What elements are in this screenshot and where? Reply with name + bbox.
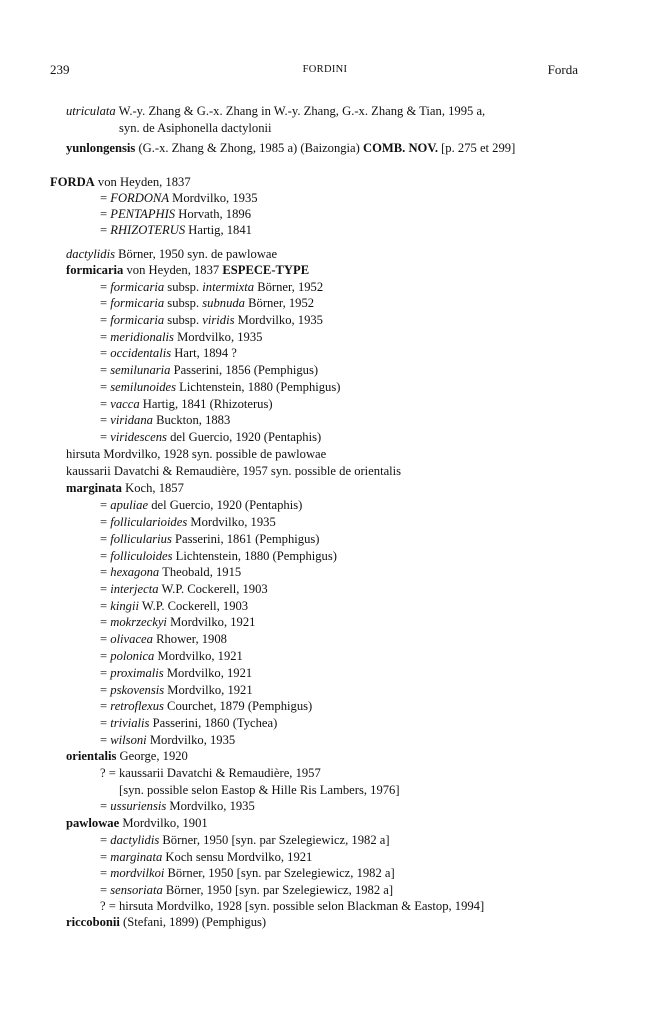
genus-running-head: Forda bbox=[547, 62, 578, 77]
entry-text: Buckton, 1883 bbox=[152, 413, 231, 427]
entry-text: = bbox=[100, 380, 111, 394]
entry-text: Hart, 1894 ? bbox=[171, 346, 237, 360]
taxon-name-italic: hexagona bbox=[110, 565, 160, 579]
entry-text: Mordvilko, 1921 bbox=[163, 666, 253, 680]
taxon-name-italic: wilsoni bbox=[110, 733, 147, 747]
entry-text: Lichtenstein, 1880 (Pemphigus) bbox=[172, 549, 337, 563]
taxon-entry bbox=[66, 103, 485, 119]
entry-text: Passerini, 1861 (Pemphigus) bbox=[171, 532, 320, 546]
entry-text: = bbox=[100, 683, 111, 697]
taxon-name-italic: olivacea bbox=[110, 632, 153, 646]
entry-text: = bbox=[100, 207, 111, 221]
taxon-entry bbox=[100, 345, 237, 361]
taxon-entry bbox=[100, 312, 323, 328]
entry-text: = bbox=[100, 649, 111, 663]
taxon-name-bold: yunlongensis bbox=[66, 141, 136, 155]
taxon-name-italic: interjecta bbox=[110, 582, 159, 596]
taxon-entry bbox=[100, 279, 323, 295]
taxon-entry bbox=[119, 120, 272, 136]
entry-text: von Heyden, 1837 bbox=[123, 263, 223, 277]
entry-text: Koch, 1857 bbox=[121, 481, 184, 495]
taxon-entry bbox=[100, 362, 318, 378]
entry-text: = bbox=[100, 223, 111, 237]
taxon-entry bbox=[100, 631, 227, 647]
entry-text: subsp. bbox=[164, 280, 203, 294]
entry-text: hirsuta Mordvilko, 1928 syn. possible de pawlowae bbox=[66, 447, 327, 461]
entry-text: = bbox=[100, 850, 111, 864]
taxon-name-bold: orientalis bbox=[66, 749, 117, 763]
taxon-entry bbox=[100, 379, 340, 395]
taxon-entry bbox=[66, 815, 208, 831]
entry-text: = bbox=[100, 296, 111, 310]
entry-text: W.-y. Zhang & G.-x. Zhang in W.-y. Zhang, G.-x. Zhang & Tian, 1995 a, bbox=[115, 104, 486, 118]
taxon-name-italic: formicaria bbox=[110, 280, 165, 294]
entry-text: von Heyden, 1837 bbox=[94, 175, 191, 189]
taxon-name-italic: vacca bbox=[110, 397, 140, 411]
entry-text: = bbox=[100, 866, 111, 880]
taxon-name-italic: PENTAPHIS bbox=[110, 207, 176, 221]
taxon-entry bbox=[100, 648, 243, 664]
taxon-name-italic: kingii bbox=[110, 599, 139, 613]
taxon-entry bbox=[100, 665, 252, 681]
taxon-entry bbox=[50, 174, 191, 190]
taxon-name-italic: retroflexus bbox=[110, 699, 164, 713]
entry-text: George, 1920 bbox=[116, 749, 188, 763]
taxon-name-bold: formicaria bbox=[66, 263, 124, 277]
entry-text: W.P. Cockerell, 1903 bbox=[158, 582, 268, 596]
entry-text: subsp. bbox=[164, 313, 203, 327]
entry-text: Lichtenstein, 1880 (Pemphigus) bbox=[176, 380, 341, 394]
taxon-name-italic: folliculoides bbox=[110, 549, 173, 563]
page-number: 239 bbox=[50, 62, 70, 77]
entry-text: = bbox=[100, 799, 111, 813]
entry-text: subsp. bbox=[164, 296, 203, 310]
taxon-name-italic: proximalis bbox=[110, 666, 164, 680]
taxon-entry bbox=[100, 832, 390, 848]
entry-text: = bbox=[100, 363, 111, 377]
entry-text: = bbox=[100, 883, 111, 897]
entry-text: ? = hirsuta Mordvilko, 1928 [syn. possible selon Blackman & Eastop, 1994] bbox=[100, 899, 485, 913]
entry-text: Horvath, 1896 bbox=[175, 207, 251, 221]
taxon-name-italic: dactylidis bbox=[110, 833, 160, 847]
taxon-name-italic: viridescens bbox=[110, 430, 167, 444]
entry-text: Mordvilko, 1935 bbox=[173, 330, 263, 344]
entry-text: = bbox=[100, 666, 111, 680]
taxon-entry bbox=[66, 463, 401, 479]
taxon-entry bbox=[100, 682, 253, 698]
entry-text: = bbox=[100, 280, 111, 294]
section-title: FORDINI bbox=[302, 64, 348, 75]
taxon-name-italic: mokrzeckyi bbox=[110, 615, 167, 629]
entry-text: = bbox=[100, 615, 111, 629]
entry-text: = bbox=[100, 582, 111, 596]
taxon-name-italic: intermixta bbox=[202, 280, 255, 294]
taxon-entry bbox=[100, 898, 484, 914]
entry-text: Hartig, 1841 bbox=[185, 223, 252, 237]
entry-text: Börner, 1950 [syn. par Szelegiewicz, 1982 a] bbox=[159, 833, 390, 847]
taxon-entry bbox=[100, 190, 258, 206]
taxon-name-italic: FORDONA bbox=[110, 191, 170, 205]
taxon-name-italic: formicaria bbox=[110, 296, 165, 310]
taxon-entry bbox=[66, 446, 326, 462]
taxon-entry bbox=[66, 262, 309, 278]
taxon-name-italic: subnuda bbox=[202, 296, 245, 310]
entry-text: W.P. Cockerell, 1903 bbox=[138, 599, 249, 613]
entry-text: = bbox=[100, 498, 111, 512]
entry-text: Mordvilko, 1921 bbox=[154, 649, 243, 663]
taxon-entry bbox=[100, 206, 251, 222]
entry-text: Mordvilko, 1921 bbox=[164, 683, 253, 697]
entry-text: = bbox=[100, 632, 111, 646]
taxon-name-bold: FORDA bbox=[50, 175, 95, 189]
taxon-name-italic: apuliae bbox=[110, 498, 149, 512]
taxon-entry bbox=[66, 140, 515, 156]
taxon-name-italic: semilunoides bbox=[110, 380, 177, 394]
entry-text: = bbox=[100, 699, 111, 713]
taxon-entry bbox=[100, 531, 319, 547]
taxon-name-italic: mordvilkoi bbox=[110, 866, 165, 880]
taxon-entry bbox=[100, 614, 255, 630]
entry-text: (Stefani, 1899) (Pemphigus) bbox=[119, 915, 267, 929]
taxon-entry bbox=[100, 882, 393, 898]
entry-text: Mordvilko, 1901 bbox=[119, 816, 208, 830]
entry-text: Koch sensu Mordvilko, 1921 bbox=[162, 850, 313, 864]
entry-text: ? = kaussarii Davatchi & Remaudière, 1957 bbox=[100, 766, 321, 780]
entry-text: Mordvilko, 1935 bbox=[187, 515, 276, 529]
entry-text: (G.-x. Zhang & Zhong, 1985 a) (Baizongia) bbox=[135, 141, 363, 155]
entry-text: Mordvilko, 1935 bbox=[169, 191, 258, 205]
entry-text: = bbox=[100, 397, 111, 411]
entry-text: = bbox=[100, 515, 111, 529]
entry-text: = bbox=[100, 313, 111, 327]
taxon-name-italic: follicularioides bbox=[110, 515, 188, 529]
entry-text: = bbox=[100, 430, 111, 444]
taxon-entry bbox=[100, 698, 312, 714]
entry-text: Börner, 1950 syn. de pawlowae bbox=[114, 247, 278, 261]
taxon-entry bbox=[100, 396, 273, 412]
entry-text: Mordvilko, 1935 bbox=[146, 733, 236, 747]
entry-text: = bbox=[100, 733, 111, 747]
taxon-name-italic: trivialis bbox=[110, 716, 150, 730]
taxon-entry bbox=[119, 782, 400, 798]
entry-text: kaussarii Davatchi & Remaudière, 1957 syn. possible de orientalis bbox=[66, 464, 402, 478]
taxon-entry bbox=[100, 865, 395, 881]
taxon-name-italic: pskovensis bbox=[110, 683, 165, 697]
taxon-name-italic: ussuriensis bbox=[110, 799, 167, 813]
taxon-entry bbox=[100, 598, 248, 614]
taxon-entry bbox=[100, 548, 337, 564]
taxon-name-italic: marginata bbox=[110, 850, 163, 864]
taxon-entry bbox=[100, 581, 268, 597]
entry-text: = bbox=[100, 549, 111, 563]
taxon-entry bbox=[66, 246, 277, 262]
entry-text: Mordvilko, 1935 bbox=[166, 799, 255, 813]
entry-text: = bbox=[100, 565, 111, 579]
entry-text: Mordvilko, 1921 bbox=[166, 615, 256, 629]
taxon-name-bold: riccobonii bbox=[66, 915, 120, 929]
taxon-entry bbox=[100, 514, 276, 530]
taxon-name-italic: RHIZOTERUS bbox=[110, 223, 186, 237]
entry-text: del Guercio, 1920 (Pentaphis) bbox=[166, 430, 322, 444]
taxon-name-italic: dactylidis bbox=[66, 247, 115, 261]
taxon-name-italic: semilunaria bbox=[110, 363, 171, 377]
taxon-name-italic: meridionalis bbox=[110, 330, 174, 344]
entry-text: Börner, 1952 bbox=[254, 280, 324, 294]
taxon-entry bbox=[100, 329, 262, 345]
taxon-entry bbox=[100, 429, 321, 445]
entry-text: Börner, 1950 [syn. par Szelegiewicz, 1982 a] bbox=[162, 883, 394, 897]
entry-text: = bbox=[100, 716, 111, 730]
entry-text: = bbox=[100, 191, 111, 205]
entry-text: = bbox=[100, 599, 111, 613]
taxon-entry bbox=[100, 849, 312, 865]
taxon-name-italic: occidentalis bbox=[110, 346, 172, 360]
entry-text: Mordvilko, 1935 bbox=[234, 313, 323, 327]
taxon-entry bbox=[66, 914, 266, 930]
taxon-name-bold: ESPECE-TYPE bbox=[222, 263, 310, 277]
taxon-name-italic: viridis bbox=[202, 313, 235, 327]
taxon-entry bbox=[100, 732, 235, 748]
taxon-entry bbox=[100, 412, 230, 428]
taxon-entry bbox=[100, 715, 277, 731]
entry-text: Courchet, 1879 (Pemphigus) bbox=[163, 699, 313, 713]
taxon-name-bold: marginata bbox=[66, 481, 122, 495]
taxon-entry bbox=[100, 222, 252, 238]
taxon-name-italic: viridana bbox=[110, 413, 153, 427]
entry-text: Passerini, 1856 (Pemphigus) bbox=[170, 363, 319, 377]
entry-text: = bbox=[100, 532, 111, 546]
taxon-name-italic: polonica bbox=[110, 649, 155, 663]
taxon-entry bbox=[100, 497, 302, 513]
taxon-entry bbox=[100, 295, 314, 311]
entry-text: Hartig, 1841 (Rhizoterus) bbox=[139, 397, 273, 411]
entry-text: Rhower, 1908 bbox=[152, 632, 227, 646]
entry-text: [syn. possible selon Eastop & Hille Ris Lambers, 1976] bbox=[119, 783, 400, 797]
entry-text: = bbox=[100, 833, 111, 847]
entry-text: = bbox=[100, 346, 111, 360]
entry-text: Börner, 1950 [syn. par Szelegiewicz, 1982 a] bbox=[164, 866, 395, 880]
taxon-entry bbox=[66, 480, 184, 496]
entry-text: Theobald, 1915 bbox=[159, 565, 242, 579]
entry-text: = bbox=[100, 413, 111, 427]
taxon-entry bbox=[100, 798, 255, 814]
entry-text: Passerini, 1860 (Tychea) bbox=[149, 716, 278, 730]
taxon-name-bold: pawlowae bbox=[66, 816, 120, 830]
taxon-name-bold: COMB. NOV. bbox=[362, 141, 438, 155]
taxon-entry bbox=[66, 748, 188, 764]
taxon-name-italic: formicaria bbox=[110, 313, 165, 327]
taxon-name-italic: sensoriata bbox=[110, 883, 163, 897]
entry-text: [p. 275 et 299] bbox=[437, 141, 516, 155]
entry-text: syn. de Asiphonella dactylonii bbox=[119, 121, 272, 135]
taxon-entry bbox=[100, 564, 241, 580]
taxon-name-italic: follicularius bbox=[110, 532, 172, 546]
taxon-entry bbox=[100, 765, 321, 781]
entry-text: Börner, 1952 bbox=[244, 296, 315, 310]
entry-text: = bbox=[100, 330, 111, 344]
taxon-name-italic: utriculata bbox=[66, 104, 116, 118]
entry-text: del Guercio, 1920 (Pentaphis) bbox=[148, 498, 303, 512]
